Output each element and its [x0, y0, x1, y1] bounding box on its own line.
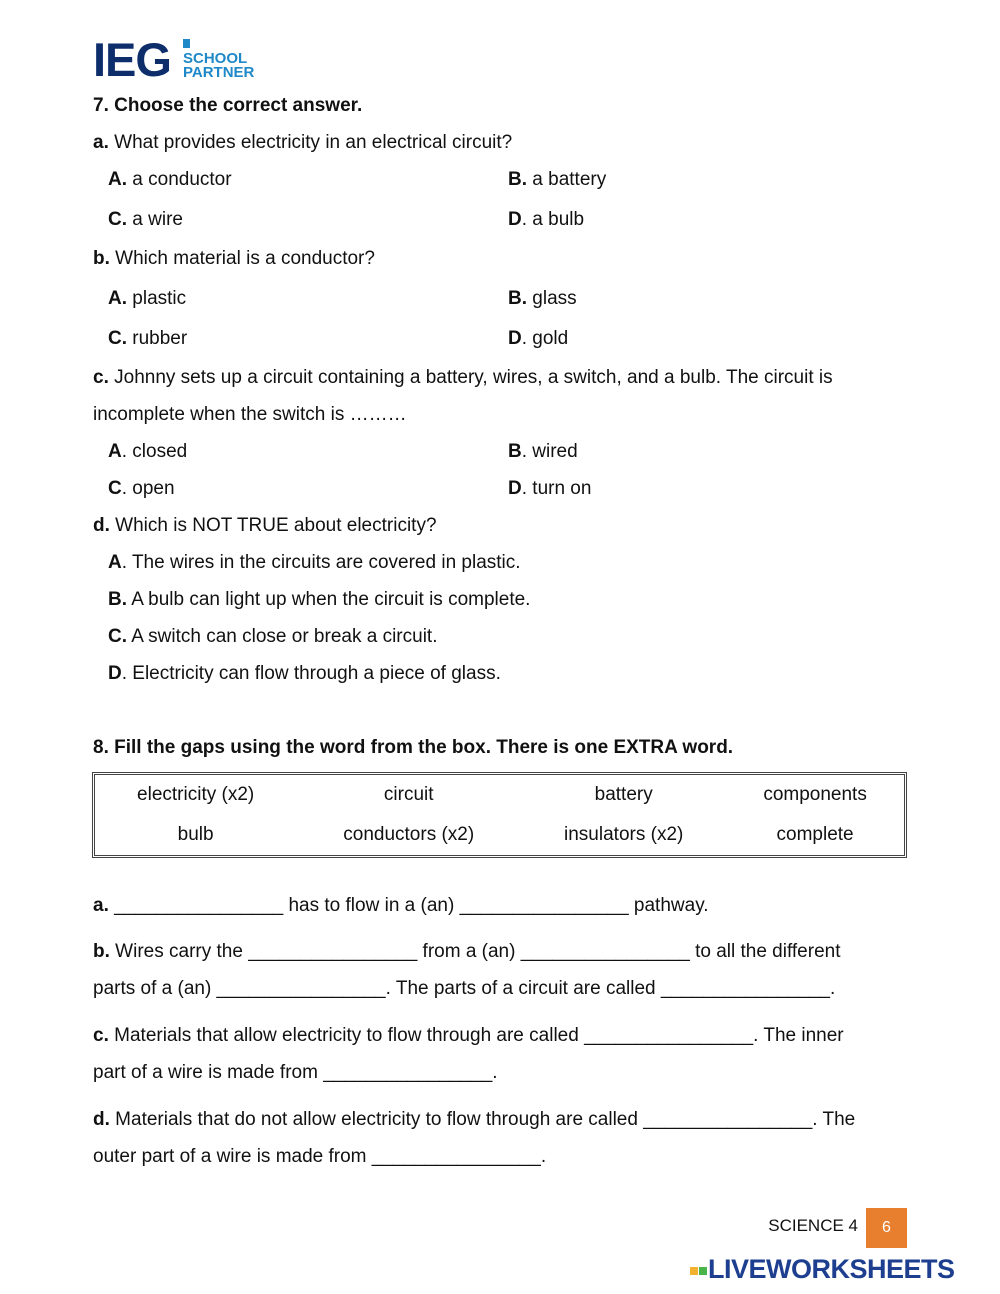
q8c-sentence-line2[interactable]: part of a wire is made from ________________. [93, 1062, 498, 1083]
q8d-sentence-line1[interactable]: d. Materials that do not allow electricity to flow through are called ________________. The [93, 1109, 856, 1130]
q7d-option-c[interactable]: C. A switch can close or break a circuit. [108, 626, 438, 647]
q7b-question: b. Which material is a conductor? [93, 248, 375, 269]
q7c-question-line2: incomplete when the switch is ……… [93, 404, 407, 425]
page-number: 6 [866, 1208, 907, 1248]
q7a-option-a[interactable]: A. a conductor [108, 169, 232, 190]
q8d-sentence-line2[interactable]: outer part of a wire is made from ________________. [93, 1146, 547, 1167]
q8a-sentence[interactable]: a. ________________ has to flow in a (an) ________________ pathway. [93, 895, 709, 916]
logo-block-icon [690, 1267, 698, 1275]
q7b-option-b[interactable]: B. glass [508, 288, 577, 309]
q7a-option-d[interactable]: D. a bulb [508, 209, 585, 230]
q7d-option-d[interactable]: D. Electricity can flow through a piece of glass. [108, 663, 501, 684]
flag-icon [183, 39, 190, 48]
q7d-option-a[interactable]: A. The wires in the circuits are covered in plastic. [108, 552, 521, 573]
q7a-option-c[interactable]: C. a wire [108, 209, 183, 230]
subject-label: SCIENCE 4 [768, 1216, 858, 1235]
logo-line2: PARTNER [183, 64, 255, 81]
q7c-option-a[interactable]: A. closed [108, 441, 188, 462]
q8b-sentence-line1[interactable]: b. Wires carry the ________________ from a (an) ________________ to all the different [93, 941, 841, 962]
q8c-sentence-line1[interactable]: c. Materials that allow electricity to flow through are called ________________. The inner [93, 1025, 844, 1046]
ieg-logo: IEG [93, 33, 171, 86]
logo-block-icon [699, 1267, 707, 1275]
q7d-question: d. Which is NOT TRUE about electricity? [93, 515, 437, 536]
word-components: components [763, 784, 867, 805]
word-bulb: bulb [177, 824, 214, 845]
logo-line1: SCHOOL [183, 50, 248, 67]
word-circuit: circuit [383, 784, 434, 805]
liveworksheets-logo [690, 1254, 955, 1285]
word-electricity: electricity (x2) [137, 784, 255, 805]
q7d-option-b[interactable]: B. A bulb can light up when the circuit is complete. [108, 589, 531, 610]
word-complete: complete [776, 824, 854, 845]
q7c-option-b[interactable]: B. wired [508, 441, 578, 462]
q7c-question-line1: c. Johnny sets up a circuit containing a battery, wires, a switch, and a bulb. The circuit is [93, 367, 833, 388]
q7c-option-d[interactable]: D. turn on [508, 478, 592, 499]
q7a-question: a. What provides electricity in an electrical circuit? [93, 132, 513, 153]
q8-title: 8. Fill the gaps using the word from the box. There is one EXTRA word. [93, 737, 734, 758]
liveworksheets-text: LIVEWORKSHEETS [708, 1254, 955, 1284]
q7b-option-c[interactable]: C. rubber [108, 328, 188, 349]
q7-title: 7. Choose the correct answer. [93, 95, 363, 116]
word-box [92, 772, 907, 858]
q7c-option-c[interactable]: C. open [108, 478, 175, 499]
word-conductors: conductors (x2) [343, 824, 475, 845]
q7a-option-b[interactable]: B. a battery [508, 169, 607, 190]
school-partner-logo [183, 38, 254, 80]
q7b-option-a[interactable]: A. plastic [108, 288, 187, 309]
word-insulators: insulators (x2) [564, 824, 684, 845]
q8b-sentence-line2[interactable]: parts of a (an) ________________. The parts of a circuit are called ________________. [93, 978, 836, 999]
q7b-option-d[interactable]: D. gold [508, 328, 569, 349]
word-battery: battery [594, 784, 653, 805]
